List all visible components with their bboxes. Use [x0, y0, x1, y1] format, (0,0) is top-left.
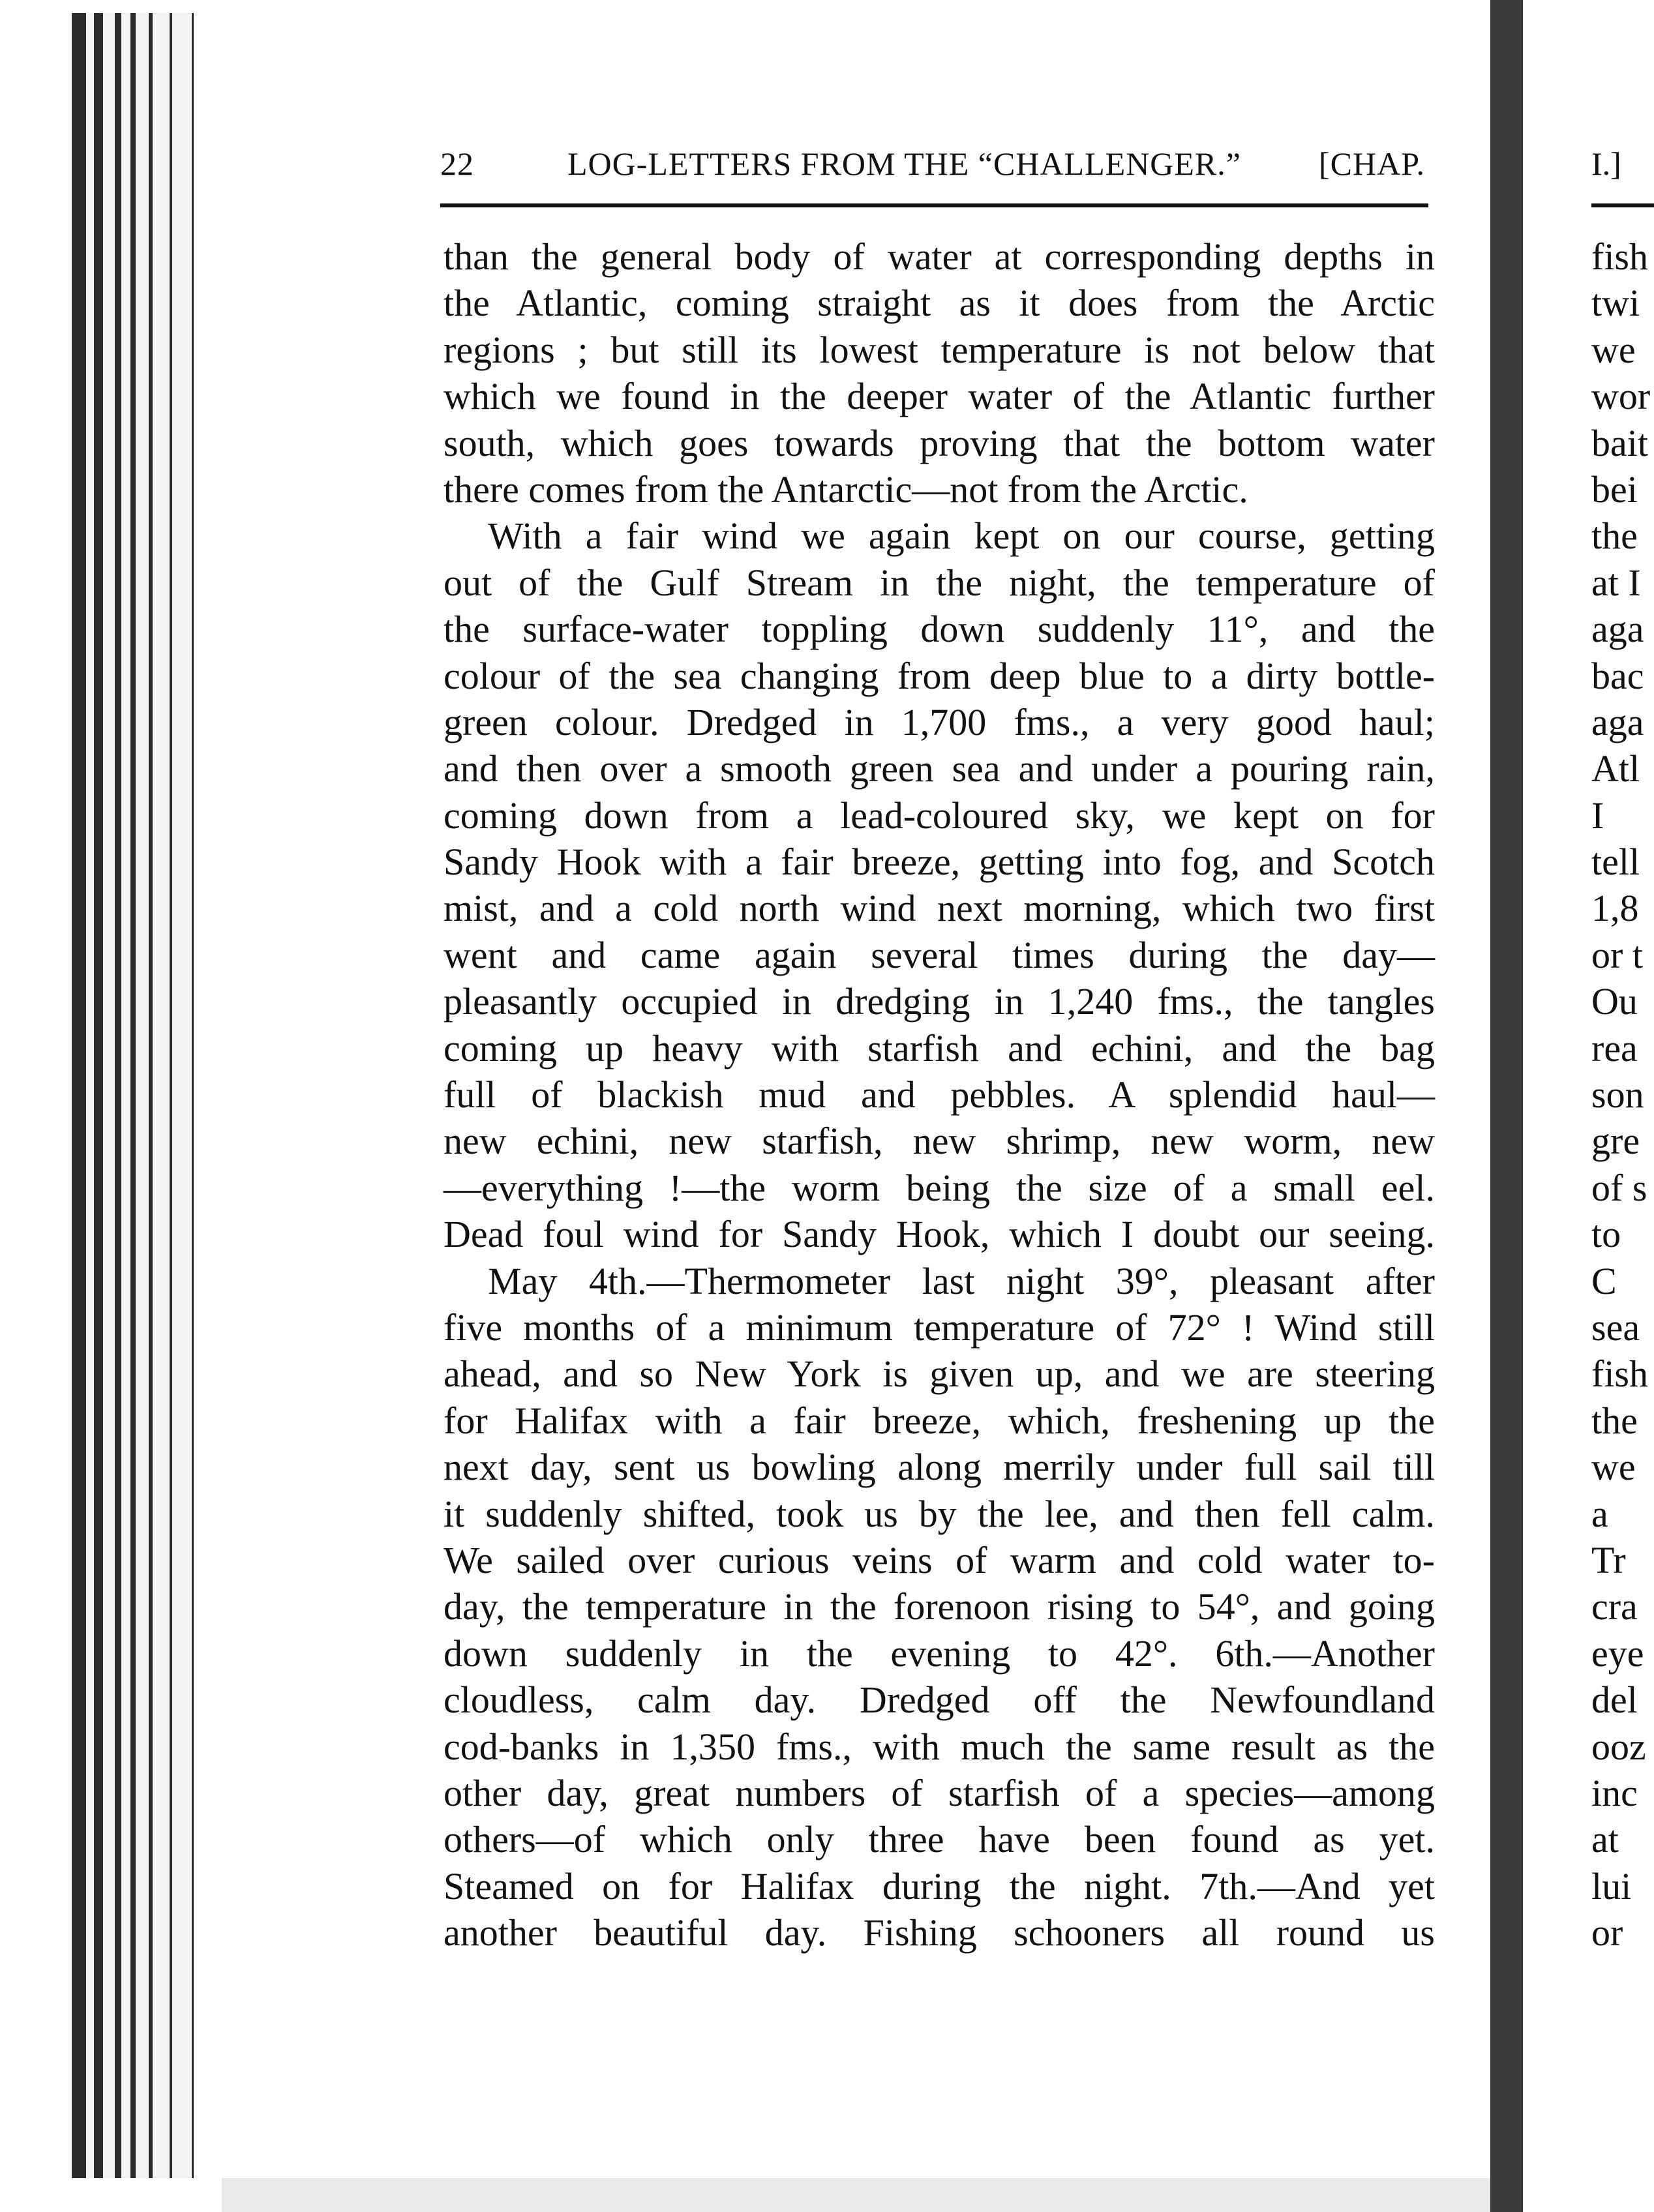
text-line: next day, sent us bowling along merrily under full sail till	[444, 1446, 1435, 1489]
running-title: LOG-LETTERS FROM THE “CHALLENGER.”	[567, 145, 1241, 182]
text-line: Dead foul wind for Sandy Hook, which I doubt our seeing.	[444, 1213, 1435, 1256]
facing-page-line: twi	[1591, 282, 1640, 325]
text-line: the Atlantic, coming straight as it does from the Arctic	[444, 282, 1435, 325]
text-line: Sandy Hook with a fair breeze, getting into fog, and Scotch	[444, 841, 1435, 884]
page-bottom-shadow	[222, 2178, 1490, 2212]
facing-page-line: Ou	[1591, 980, 1638, 1023]
facing-page-line: sea	[1591, 1306, 1640, 1349]
facing-page-line: bait	[1591, 421, 1648, 464]
text-line: colour of the sea changing from deep blue to a dirty bottle-	[444, 654, 1435, 697]
facing-page-line: at	[1591, 1818, 1619, 1861]
text-line: mist, and a cold north wind next morning, which two first	[444, 887, 1435, 930]
text-line: five months of a minimum temperature of 72° ! Wind still	[444, 1306, 1435, 1349]
facing-page-line: inc	[1591, 1771, 1638, 1814]
facing-page-line: or t	[1591, 933, 1643, 976]
text-line: than the general body of water at corresponding depths in	[444, 235, 1435, 278]
facing-page-line: tell	[1591, 841, 1640, 884]
facing-page-line: we	[1591, 328, 1636, 371]
running-header	[440, 145, 1425, 190]
text-line: another beautiful day. Fishing schooners all round us	[444, 1911, 1435, 1954]
text-line: Steamed on for Halifax during the night. 7th.—And yet	[444, 1864, 1435, 1907]
facing-page-line: Atl	[1591, 747, 1640, 790]
facing-page-line: gre	[1591, 1120, 1640, 1163]
text-line: and then over a smooth green sea and under a pouring rain,	[444, 747, 1435, 790]
facing-page-line: the	[1591, 515, 1638, 558]
facing-page-line: aga	[1591, 700, 1644, 743]
facing-page-header: I.]	[1591, 145, 1621, 182]
facing-page-line: wor	[1591, 375, 1651, 418]
facing-page-line: at I	[1591, 561, 1641, 604]
facing-page-text	[1591, 233, 1650, 1956]
text-line: new echini, new starfish, new shrimp, new worm, new	[444, 1120, 1435, 1163]
text-line: day, the temperature in the forenoon rising to 54°, and going	[444, 1585, 1435, 1628]
text-line: coming down from a lead-coloured sky, we kept on for	[444, 794, 1435, 837]
text-line: out of the Gulf Stream in the night, the temperature of	[444, 561, 1435, 604]
text-line: went and came again several times during the day—	[444, 933, 1435, 976]
facing-page-line: to	[1591, 1213, 1621, 1256]
facing-page-line: Tr	[1591, 1538, 1626, 1581]
text-line: south, which goes towards proving that the bottom water	[444, 421, 1435, 464]
facing-page-line: bac	[1591, 654, 1644, 697]
text-line: other day, great numbers of starfish of a species—among	[444, 1771, 1435, 1814]
facing-page-rule	[1591, 203, 1654, 207]
facing-page-line: the	[1591, 1399, 1638, 1442]
facing-page-line: I	[1591, 794, 1604, 837]
text-line: pleasantly occupied in dredging in 1,240 fms., the tangles	[444, 980, 1435, 1023]
text-line: cloudless, calm day. Dredged off the Newfoundland	[444, 1679, 1435, 1722]
facing-page-line: we	[1591, 1446, 1636, 1489]
facing-page-line: or	[1591, 1911, 1623, 1954]
facing-page-line: son	[1591, 1073, 1644, 1116]
text-line: regions ; but still its lowest temperature is not below that	[444, 328, 1435, 371]
text-line: others—of which only three have been found as yet.	[444, 1818, 1435, 1861]
text-line: green colour. Dredged in 1,700 fms., a very good haul;	[444, 700, 1435, 743]
text-line: With a fair wind we again kept on our course, getting	[488, 515, 1435, 558]
facing-page-line: aga	[1591, 608, 1644, 651]
facing-page-line: eye	[1591, 1632, 1644, 1675]
facing-page-line: lui	[1591, 1864, 1632, 1907]
facing-page-line: fish	[1591, 1353, 1648, 1396]
text-line: —everything !—the worm being the size of a small eel.	[444, 1166, 1435, 1209]
chapter-marker: [CHAP.	[1319, 145, 1425, 182]
facing-page-line: of s	[1591, 1166, 1647, 1209]
text-line: down suddenly in the evening to 42°. 6th.—Another	[444, 1632, 1435, 1675]
page-number: 22	[440, 145, 474, 182]
text-line: there comes from the Antarctic—not from the Arctic.	[444, 468, 1248, 511]
facing-page-line: C	[1591, 1259, 1617, 1302]
page-edges	[65, 13, 228, 2178]
text-line: which we found in the deeper water of the Atlantic further	[444, 375, 1435, 418]
text-line: We sailed over curious veins of warm and cold water to-	[444, 1538, 1435, 1581]
facing-page-line: 1,8	[1591, 887, 1639, 930]
text-line: for Halifax with a fair breeze, which, freshening up the	[444, 1399, 1435, 1442]
facing-page-line: cra	[1591, 1585, 1638, 1628]
facing-page-line: ooz	[1591, 1725, 1646, 1768]
facing-page-line: del	[1591, 1679, 1638, 1722]
facing-page-line: bei	[1591, 468, 1638, 511]
body-text	[444, 233, 1435, 1956]
text-line: coming up heavy with starfish and echini, and the bag	[444, 1026, 1435, 1069]
header-rule	[440, 203, 1428, 207]
text-line: full of blackish mud and pebbles. A splendid haul—	[444, 1073, 1435, 1116]
facing-page-line: a	[1591, 1492, 1608, 1535]
facing-page-line: rea	[1591, 1026, 1638, 1069]
text-line: ahead, and so New York is given up, and we are steering	[444, 1353, 1435, 1396]
text-line: May 4th.—Thermometer last night 39°, pleasant after	[488, 1259, 1435, 1302]
text-line: it suddenly shifted, took us by the lee, and then fell calm.	[444, 1492, 1435, 1535]
facing-page-line: fish	[1591, 235, 1648, 278]
text-line: cod-banks in 1,350 fms., with much the same result as the	[444, 1725, 1435, 1768]
text-line: the surface-water toppling down suddenly 11°, and the	[444, 608, 1435, 651]
book-gutter	[1490, 0, 1523, 2212]
